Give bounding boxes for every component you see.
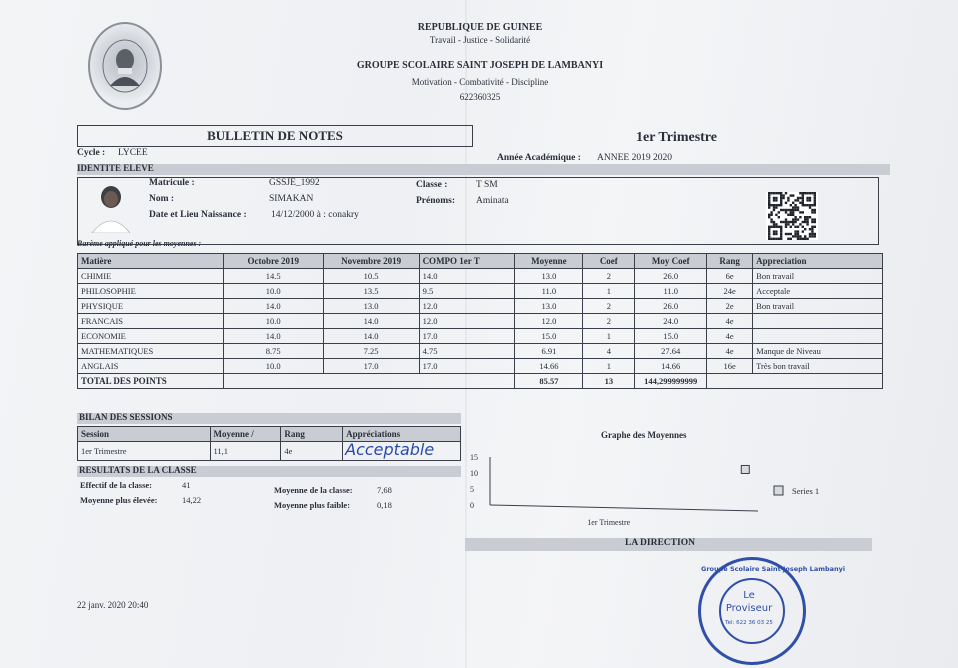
grade-cell-rang: 6e xyxy=(707,269,753,284)
total-empty xyxy=(707,374,883,389)
header-novembre: Novembre 2019 xyxy=(323,254,419,269)
grade-cell-appreciation: Acceptale xyxy=(753,284,883,299)
grade-cell-coef: 4 xyxy=(583,344,635,359)
grade-cell-moycoef: 26.0 xyxy=(635,269,707,284)
grade-cell-compo: 9.5 xyxy=(419,284,515,299)
grade-cell-rang: 4e xyxy=(707,344,753,359)
grade-cell-appreciation: Bon travail xyxy=(753,299,883,314)
effectif-value: 41 xyxy=(182,480,191,490)
grade-cell-novembre: 14.0 xyxy=(323,314,419,329)
year-value: ANNEE 2019 2020 xyxy=(597,153,672,163)
grade-row xyxy=(78,329,883,344)
bilan-header-rang: Rang xyxy=(281,427,343,442)
qr-code xyxy=(766,192,818,240)
stamp-ring-text: Groupe Scolaire Saint Joseph Lambanyi xyxy=(701,565,846,573)
bilan-moyenne: 11,1 xyxy=(210,442,281,461)
bilan-rang: 4e xyxy=(281,442,343,461)
direction-title: LA DIRECTION xyxy=(625,538,695,548)
grade-cell-rang: 16e xyxy=(707,359,753,374)
matricule-value: GSSJE_1992 xyxy=(269,178,320,188)
total-spacer xyxy=(223,374,515,389)
moy-classe-value: 7,68 xyxy=(377,485,392,495)
grade-cell-novembre: 13.0 xyxy=(323,299,419,314)
total-coef: 13 xyxy=(583,374,635,389)
nom-value: SIMAKAN xyxy=(269,194,314,204)
naissance-label: Date et Lieu Naissance : xyxy=(149,210,247,220)
cycle-label: Cycle : xyxy=(77,148,106,158)
grade-cell-moyenne: 11.0 xyxy=(515,284,583,299)
school-logo xyxy=(88,22,162,110)
total-moycoef: 144,299999999 xyxy=(635,374,707,389)
grade-cell-rang: 2e xyxy=(707,299,753,314)
prenoms-value: Aminata xyxy=(476,196,509,206)
stamp-tel: Tel: 622 36 03 25 xyxy=(725,620,773,626)
grade-cell-matiere: PHILOSOPHIE xyxy=(78,284,224,299)
bilan-session: 1er Trimestre xyxy=(78,442,211,461)
grade-cell-rang: 24e xyxy=(707,284,753,299)
grade-cell-matiere: ANGLAIS xyxy=(78,359,224,374)
bulletin-title-box xyxy=(77,125,473,147)
prenoms-label: Prénoms: xyxy=(416,196,456,206)
grade-cell-moyenne: 13.0 xyxy=(515,269,583,284)
chart-legend-label: Series 1 xyxy=(792,486,820,496)
grade-cell-appreciation: Bon travail xyxy=(753,269,883,284)
grade-cell-compo: 12.0 xyxy=(419,299,515,314)
moy-faible-label: Moyenne plus faible: xyxy=(274,500,351,510)
grade-cell-octobre: 14.5 xyxy=(223,269,323,284)
student-portrait-icon xyxy=(86,181,136,233)
grade-cell-moyenne: 14.66 xyxy=(515,359,583,374)
bulletin-title: BULLETIN DE NOTES xyxy=(207,128,343,143)
bilan-header-row xyxy=(78,427,461,442)
grade-cell-rang: 4e xyxy=(707,314,753,329)
grade-cell-moycoef: 24.0 xyxy=(635,314,707,329)
grade-cell-octobre: 10.0 xyxy=(223,359,323,374)
header-rang: Rang xyxy=(707,254,753,269)
republic-title: REPUBLIQUE DE GUINEE xyxy=(417,22,543,33)
moy-classe-label: Moyenne de la classe: xyxy=(274,485,353,495)
grades-header-row xyxy=(78,254,883,269)
grade-cell-compo: 14.0 xyxy=(419,269,515,284)
bilan-row xyxy=(78,442,461,461)
grade-cell-compo: 12.0 xyxy=(419,314,515,329)
moy-haute-value: 14,22 xyxy=(182,495,202,505)
qr-code-icon xyxy=(766,192,818,240)
grade-cell-rang: 4e xyxy=(707,329,753,344)
chart-data-point xyxy=(741,465,749,473)
grade-row xyxy=(78,359,883,374)
grade-cell-moyenne: 12.0 xyxy=(515,314,583,329)
year-label: Année Académique : xyxy=(497,153,581,163)
republic-motto: Travail - Justice - Solidarité xyxy=(429,35,531,45)
total-moyenne: 85.57 xyxy=(515,374,583,389)
grade-cell-compo: 4.75 xyxy=(419,344,515,359)
school-motto: Motivation - Combativité - Discipline xyxy=(411,77,549,87)
chart-x-axis xyxy=(490,505,758,511)
student-photo xyxy=(86,181,136,233)
grade-cell-moycoef: 15.0 xyxy=(635,329,707,344)
grade-cell-compo: 17.0 xyxy=(419,359,515,374)
header-moycoef: Moy Coef xyxy=(635,254,707,269)
grade-row xyxy=(78,299,883,314)
identity-section: IDENTITE ELEVE xyxy=(77,163,154,173)
chart-x-tick-label: 1er Trimestre xyxy=(587,518,631,527)
classe-label: Classe : xyxy=(416,180,448,190)
grade-cell-octobre: 14.0 xyxy=(223,299,323,314)
grade-cell-coef: 2 xyxy=(583,299,635,314)
trimester-title: 1er Trimestre xyxy=(636,130,717,145)
moy-faible-value: 0,18 xyxy=(377,500,392,510)
header-appreciation: Appreciation xyxy=(753,254,883,269)
grade-cell-coef: 2 xyxy=(583,314,635,329)
naissance-value: 14/12/2000 à : conakry xyxy=(271,210,359,220)
grade-cell-matiere: CHIMIE xyxy=(78,269,224,284)
total-label: TOTAL DES POINTS xyxy=(78,374,224,389)
grade-cell-coef: 2 xyxy=(583,269,635,284)
identity-band xyxy=(77,164,890,175)
header-compo: COMPO 1er T xyxy=(419,254,515,269)
grade-row xyxy=(78,344,883,359)
grade-cell-moycoef: 27.64 xyxy=(635,344,707,359)
chart-y-tick-label: 0 xyxy=(470,501,474,510)
school-name: GROUPE SCOLAIRE SAINT JOSEPH DE LAMBANYI xyxy=(356,60,604,71)
grade-cell-novembre: 10.5 xyxy=(323,269,419,284)
grade-cell-octobre: 8.75 xyxy=(223,344,323,359)
school-phone: 622360325 xyxy=(459,92,501,102)
grade-cell-moycoef: 14.66 xyxy=(635,359,707,374)
grade-cell-novembre: 14.0 xyxy=(323,329,419,344)
grade-cell-coef: 1 xyxy=(583,359,635,374)
grade-cell-octobre: 10.0 xyxy=(223,314,323,329)
grade-cell-appreciation xyxy=(753,314,883,329)
cycle-value: LYCEE xyxy=(118,148,148,158)
grade-row xyxy=(78,284,883,299)
bilan-header-moyenne: Moyenne / xyxy=(210,427,281,442)
bilan-header-session: Session xyxy=(78,427,211,442)
bareme-label: Barème appliqué pour les moyennes : xyxy=(77,239,202,248)
grade-cell-moycoef: 26.0 xyxy=(635,299,707,314)
matricule-label: Matricule : xyxy=(149,178,195,188)
grade-cell-compo: 17.0 xyxy=(419,329,515,344)
header-moyenne: Moyenne xyxy=(515,254,583,269)
chart-y-tick-label: 15 xyxy=(470,453,478,462)
grade-cell-appreciation xyxy=(753,329,883,344)
header-matiere: Matière xyxy=(78,254,224,269)
grade-row xyxy=(78,269,883,284)
founder-portrait-icon xyxy=(90,24,160,108)
classe-value: T SM xyxy=(476,180,498,190)
principal-stamp xyxy=(698,557,846,665)
stamp-center-line2: Proviseur xyxy=(725,603,773,614)
chart-legend-swatch xyxy=(774,486,783,495)
nom-label: Nom : xyxy=(149,194,175,204)
bilan-header-appreciations: Appréciations xyxy=(343,427,461,442)
grade-cell-novembre: 17.0 xyxy=(323,359,419,374)
bilan-table xyxy=(77,426,461,461)
grade-cell-coef: 1 xyxy=(583,284,635,299)
grade-cell-octobre: 10.0 xyxy=(223,284,323,299)
moy-haute-label: Moyenne plus élevée: xyxy=(80,495,158,505)
grade-cell-moycoef: 11.0 xyxy=(635,284,707,299)
grade-cell-appreciation: Manque de Niveau xyxy=(753,344,883,359)
chart-title: Graphe des Moyennes xyxy=(601,430,687,440)
chart-y-tick-label: 5 xyxy=(470,485,474,494)
total-row xyxy=(78,374,883,389)
grade-cell-octobre: 14.0 xyxy=(223,329,323,344)
grade-cell-matiere: FRANCAIS xyxy=(78,314,224,329)
stamp-center-line1: Le xyxy=(743,590,755,601)
chart-y-tick-label: 10 xyxy=(470,469,478,478)
bilan-appreciation-handwritten: Acceptable xyxy=(345,441,435,459)
grade-cell-appreciation: Très bon travail xyxy=(753,359,883,374)
grade-cell-moyenne: 15.0 xyxy=(515,329,583,344)
grade-cell-matiere: PHYSIQUE xyxy=(78,299,224,314)
grades-table xyxy=(77,253,883,389)
print-timestamp: 22 janv. 2020 20:40 xyxy=(77,600,149,610)
averages-chart xyxy=(462,445,842,535)
resultats-title: RESULTATS DE LA CLASSE xyxy=(79,465,197,475)
grade-cell-matiere: MATHEMATIQUES xyxy=(78,344,224,359)
header-octobre: Octobre 2019 xyxy=(223,254,323,269)
header-coef: Coef xyxy=(583,254,635,269)
grade-cell-novembre: 7.25 xyxy=(323,344,419,359)
grade-cell-coef: 1 xyxy=(583,329,635,344)
grade-cell-novembre: 13.5 xyxy=(323,284,419,299)
grade-cell-matiere: ECONOMIE xyxy=(78,329,224,344)
grade-cell-moyenne: 13.0 xyxy=(515,299,583,314)
grade-row xyxy=(78,314,883,329)
bilan-title: BILAN DES SESSIONS xyxy=(79,412,173,422)
grade-cell-moyenne: 6.91 xyxy=(515,344,583,359)
effectif-label: Effectif de la classe: xyxy=(80,480,152,490)
